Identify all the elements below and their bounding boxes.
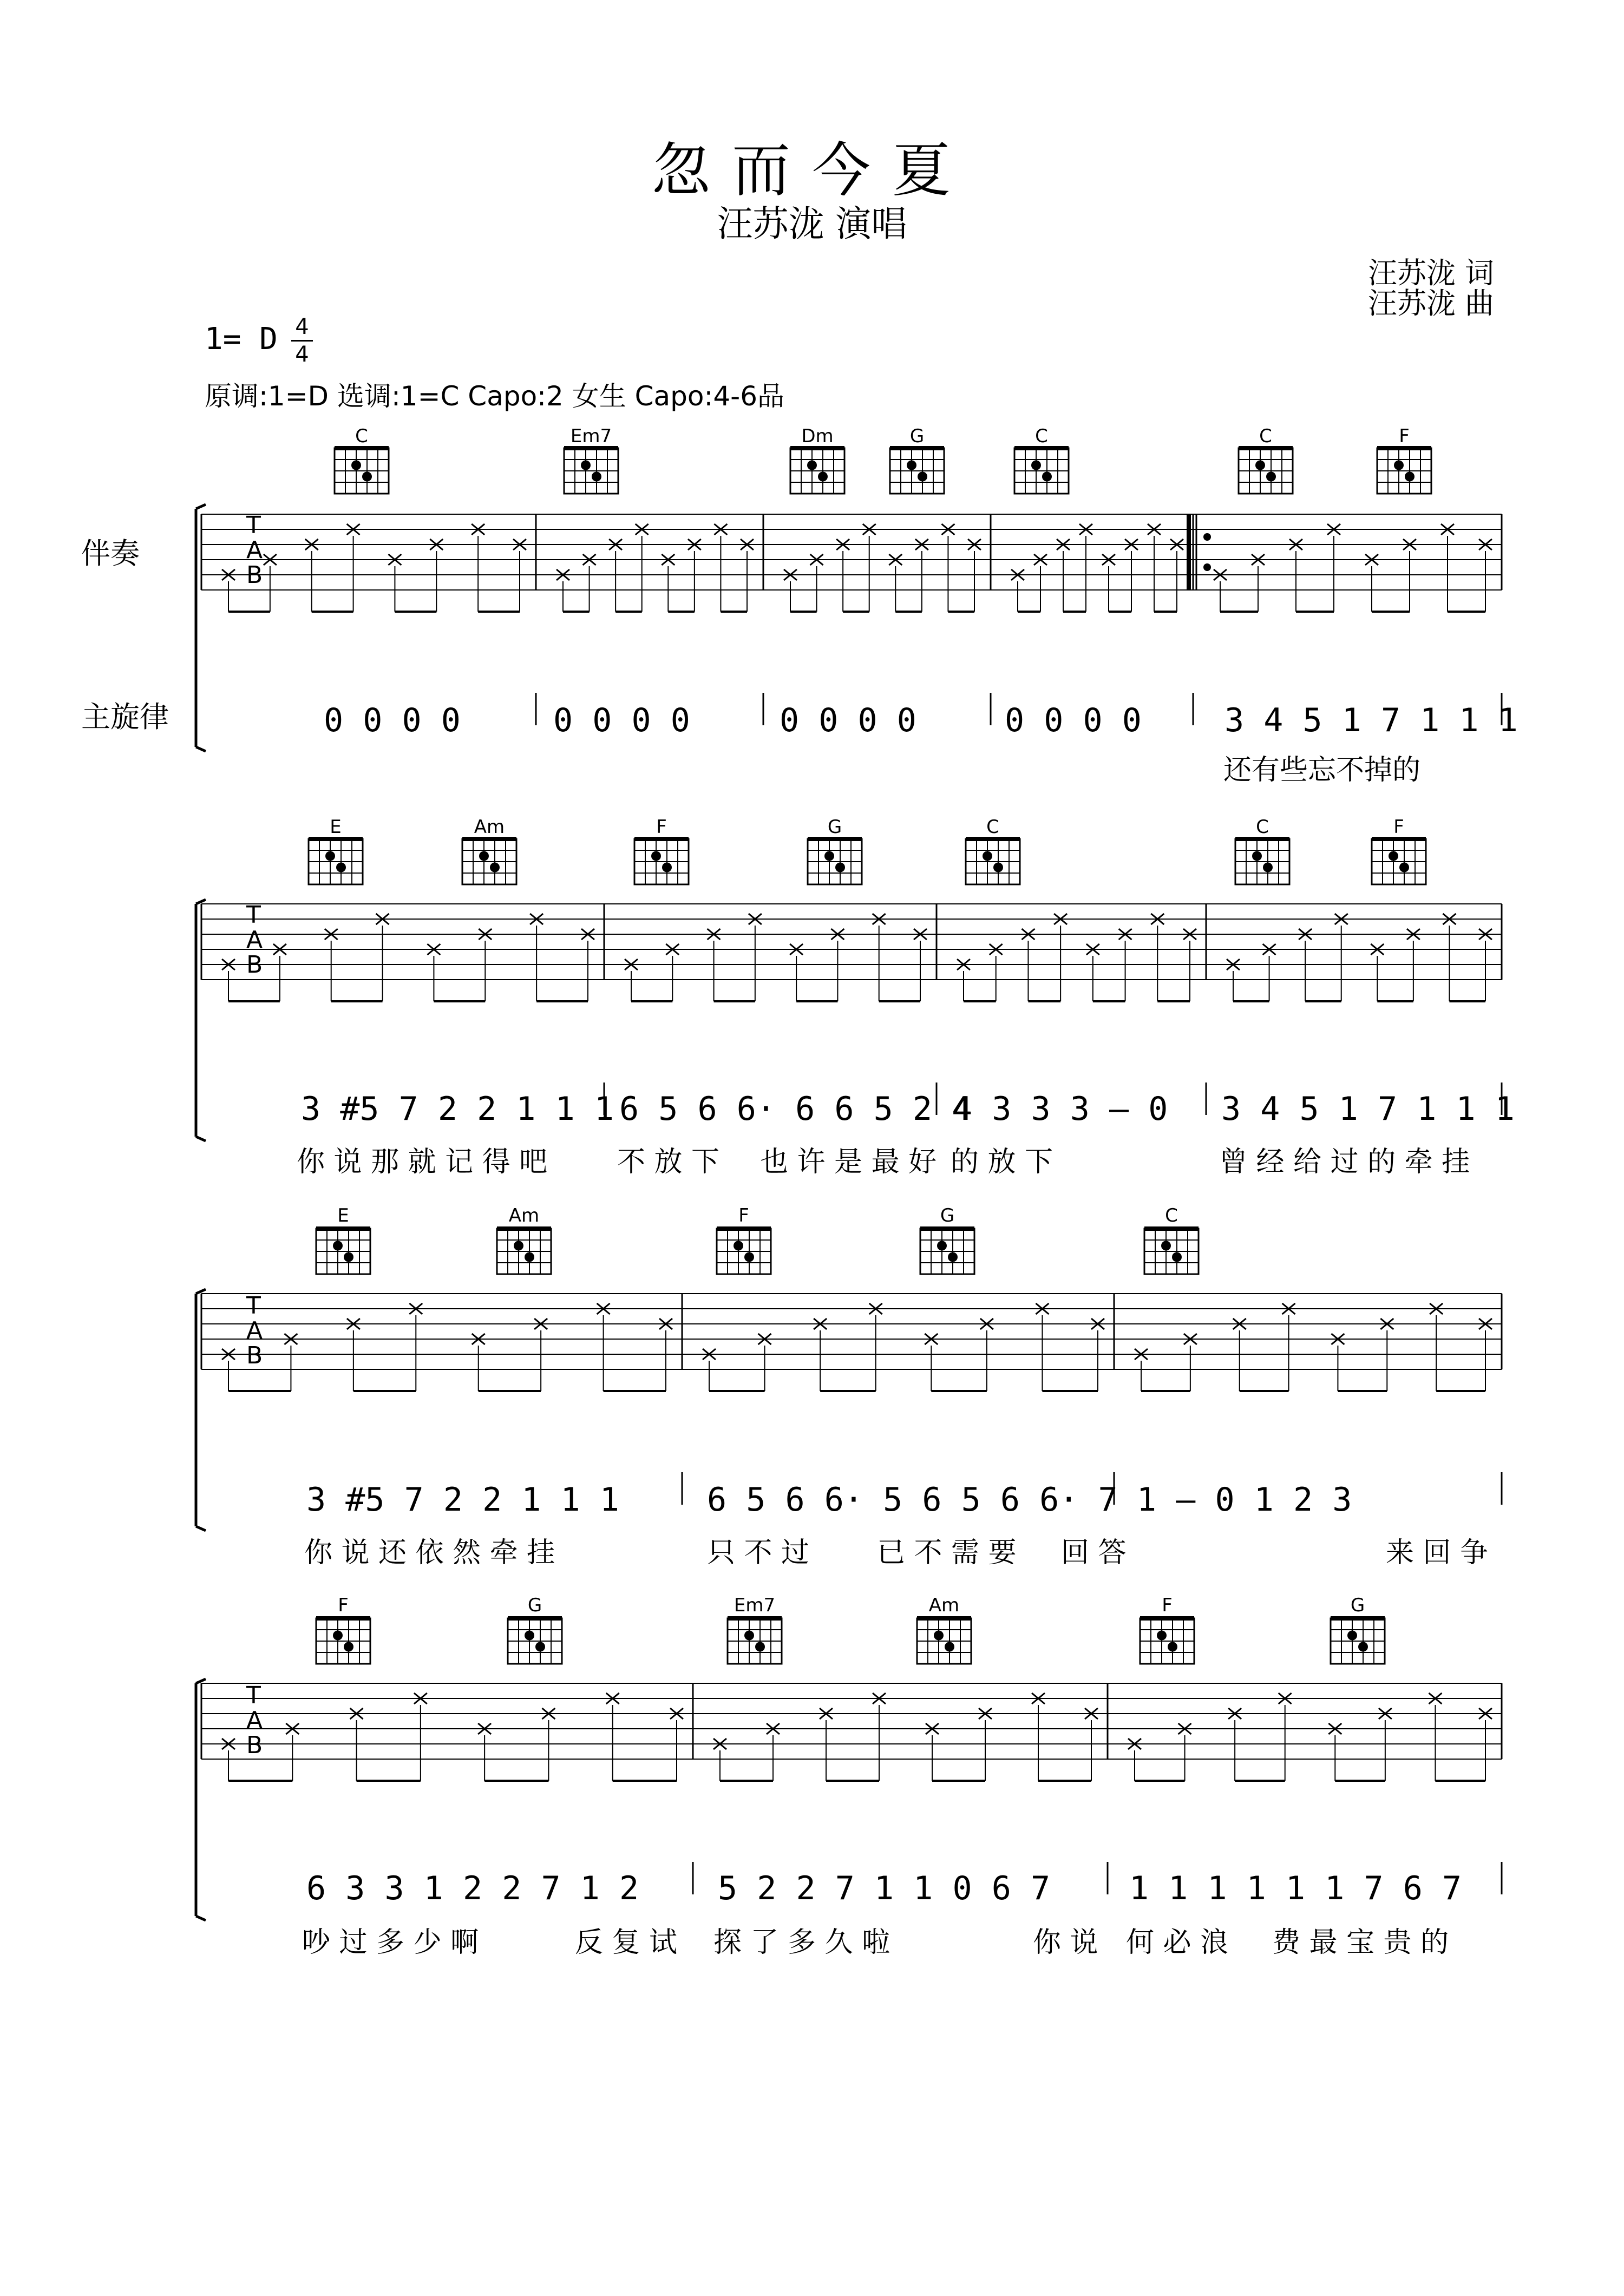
system-bracket-cap <box>196 1679 206 1683</box>
chord-diagram-finger <box>1394 461 1404 470</box>
capo-notes: 原调:1=D 选调:1=C Capo:2 女生 Capo:4-6品 <box>205 381 785 412</box>
chord-diagram-finger <box>662 863 672 873</box>
chord-diagram-finger <box>651 851 661 861</box>
chord-diagram-finger <box>1405 472 1415 482</box>
chord-diagram-finger <box>948 1252 958 1262</box>
chord-diagram-finger <box>1399 863 1409 873</box>
chord-diagram-finger <box>1266 472 1276 482</box>
chord-diagram-finger <box>336 863 346 873</box>
melody-measure: 3 4 5 1 7 1 1 1 <box>1221 1090 1515 1128</box>
melody-measure: 0 0 0 0 <box>780 701 916 739</box>
chord-label: C <box>355 425 368 447</box>
chord-diagram-finger <box>755 1642 765 1652</box>
melody-measure: 3 #5 7 2 2 1 1 1 <box>306 1481 619 1519</box>
chord-diagram-finger <box>1255 461 1265 470</box>
chord-diagram-finger <box>1168 1642 1177 1652</box>
chord-diagram-finger <box>325 851 335 861</box>
key-signature: 1= D <box>205 322 278 357</box>
system-bracket-cap <box>196 747 206 751</box>
chord-label: F <box>1162 1595 1173 1616</box>
composer-credit: 汪苏泷 曲 <box>1367 286 1494 320</box>
melody-measure: 6 5 6 6· 6 6 5 2 4 <box>619 1090 972 1128</box>
lyric-line: 费 最 宝 贵 的 <box>1272 1926 1449 1959</box>
melody-measure: 4 3 3 3 — 0 <box>953 1090 1168 1128</box>
chord-label: G <box>940 1205 955 1226</box>
system-bracket-cap <box>196 1289 206 1294</box>
tab-clef: T A B <box>246 1682 263 1759</box>
lyric-line: 你 说 <box>1033 1926 1098 1959</box>
chord-label: Am <box>508 1205 540 1226</box>
chord-diagram-finger <box>490 863 500 873</box>
tab-clef: T A B <box>246 511 263 589</box>
lyric-line: 已 不 需 要 <box>877 1537 1017 1569</box>
melody-measure: 0 0 0 0 <box>1005 701 1142 739</box>
chord-label: G <box>909 425 925 447</box>
repeat-dot <box>1203 563 1211 571</box>
melody-measure: 5 2 2 7 1 1 0 6 7 <box>718 1869 1051 1907</box>
chord-label: Am <box>474 816 505 838</box>
lyric-line: 吵 过 多 少 啊 <box>302 1926 479 1959</box>
chord-diagram-finger <box>907 461 916 470</box>
melody-measure: 1 1 1 1 1 1 7 6 7 <box>1129 1869 1462 1907</box>
lyric-line: 只 不 过 <box>707 1537 810 1569</box>
chord-diagram-finger <box>333 1631 343 1641</box>
tab-clef: T A B <box>246 901 263 979</box>
track-label-accompaniment: 伴奏 <box>81 536 140 570</box>
chord-label: F <box>1393 816 1404 838</box>
lyric-line: 你 说 那 就 记 得 吧 <box>297 1146 548 1178</box>
chord-label: C <box>1256 816 1269 838</box>
lyric-line: 何 必 浪 <box>1126 1926 1229 1959</box>
tab-clef: T A B <box>246 1292 263 1369</box>
lyric-line: 你 说 还 依 然 牵 挂 <box>304 1537 555 1569</box>
chord-diagram-finger <box>945 1642 954 1652</box>
chord-label: Dm <box>801 425 834 447</box>
lyric-line: 回 答 <box>1061 1537 1127 1569</box>
melody-measure: 0 0 0 0 <box>324 701 461 739</box>
chord-label: Am <box>928 1595 960 1616</box>
chord-diagram-finger <box>535 1642 545 1652</box>
song-performer: 汪苏泷 演唱 <box>717 203 907 245</box>
chord-label: F <box>338 1595 349 1616</box>
chord-diagram-finger <box>1358 1642 1368 1652</box>
chord-label: Em7 <box>570 425 612 447</box>
chord-label: C <box>1259 425 1272 447</box>
chord-diagram-finger <box>592 472 601 482</box>
lyricist-credit: 汪苏泷 词 <box>1367 256 1494 290</box>
system-bracket-cap <box>196 1137 206 1141</box>
chord-diagram-finger <box>344 1252 353 1262</box>
chord-diagram-finger <box>333 1241 343 1251</box>
melody-measure: 0 0 0 0 <box>553 701 690 739</box>
chord-diagram-finger <box>1161 1241 1171 1251</box>
lyric-line: 也 许 是 最 好 <box>760 1146 937 1178</box>
system-bracket-cap <box>196 1526 206 1531</box>
chord-label: C <box>1165 1205 1178 1226</box>
melody-measure: 3 #5 7 2 2 1 1 1 <box>301 1090 614 1128</box>
chord-diagram-finger <box>1172 1252 1182 1262</box>
time-signature-bottom: 4 <box>295 342 309 367</box>
chord-diagram-finger <box>1252 851 1262 861</box>
lyric-line: 不 放 下 <box>617 1146 720 1178</box>
chord-diagram-finger <box>1263 863 1273 873</box>
chord-label: F <box>1399 425 1410 447</box>
lyric-line: 探 了 多 久 啦 <box>713 1926 890 1959</box>
chord-diagram-finger <box>1347 1631 1357 1641</box>
lyric-line: 还有些忘不掉的 <box>1223 754 1421 786</box>
chord-diagram-finger <box>514 1241 523 1251</box>
repeat-dot <box>1203 533 1211 541</box>
chord-diagram-finger <box>525 1631 534 1641</box>
chord-label: C <box>986 816 999 838</box>
chord-diagram-finger <box>818 472 828 482</box>
system-bracket-cap <box>196 1916 206 1920</box>
chord-diagram-finger <box>993 863 1003 873</box>
chord-diagram-finger <box>744 1252 754 1262</box>
chord-diagram-finger <box>581 461 591 470</box>
chord-diagram-finger <box>824 851 834 861</box>
chord-diagram-finger <box>734 1241 743 1251</box>
chord-label: G <box>527 1595 542 1616</box>
track-label-melody: 主旋律 <box>81 700 169 734</box>
melody-measure: 6 3 3 1 2 2 7 1 2 <box>306 1869 639 1907</box>
chord-diagram-finger <box>983 851 992 861</box>
melody-measure: 6 5 6 6· 5 6 5 6 6· 7 <box>707 1481 1118 1519</box>
melody-measure: 3 4 5 1 7 1 1 1 <box>1224 701 1518 739</box>
chord-diagram-finger <box>807 461 817 470</box>
chord-diagram-finger <box>479 851 489 861</box>
time-signature-top: 4 <box>295 314 309 339</box>
chord-label: Em7 <box>734 1595 776 1616</box>
chord-label: G <box>1350 1595 1365 1616</box>
system-bracket-cap <box>196 504 206 509</box>
chord-diagram-finger <box>525 1252 534 1262</box>
lyric-line: 的 放 下 <box>951 1146 1053 1178</box>
chord-label: C <box>1035 425 1048 447</box>
chord-diagram-finger <box>344 1642 353 1652</box>
lyric-line: 曾 经 给 过 的 牵 挂 <box>1219 1146 1470 1178</box>
song-title: 忽而今夏 <box>651 137 972 205</box>
chord-diagram-finger <box>1389 851 1398 861</box>
chord-diagram-finger <box>1042 472 1052 482</box>
chord-label: F <box>656 816 667 838</box>
chord-diagram-finger <box>1157 1631 1167 1641</box>
chord-diagram-finger <box>744 1631 754 1641</box>
chord-diagram-finger <box>918 472 927 482</box>
chord-label: F <box>738 1205 749 1226</box>
chord-diagram-finger <box>1031 461 1041 470</box>
lyric-line: 反 复 试 <box>575 1926 678 1959</box>
system-bracket-cap <box>196 900 206 904</box>
chord-label: E <box>330 816 342 838</box>
chord-diagram-finger <box>937 1241 947 1251</box>
chord-diagram-finger <box>351 461 361 470</box>
chord-diagram-finger <box>835 863 845 873</box>
lyric-line: 来 回 争 <box>1386 1537 1489 1569</box>
chord-diagram-finger <box>362 472 372 482</box>
chord-label: G <box>827 816 842 838</box>
chord-diagram-finger <box>934 1631 944 1641</box>
melody-measure: 1 — 0 1 2 3 <box>1137 1481 1352 1519</box>
chord-label: E <box>337 1205 349 1226</box>
